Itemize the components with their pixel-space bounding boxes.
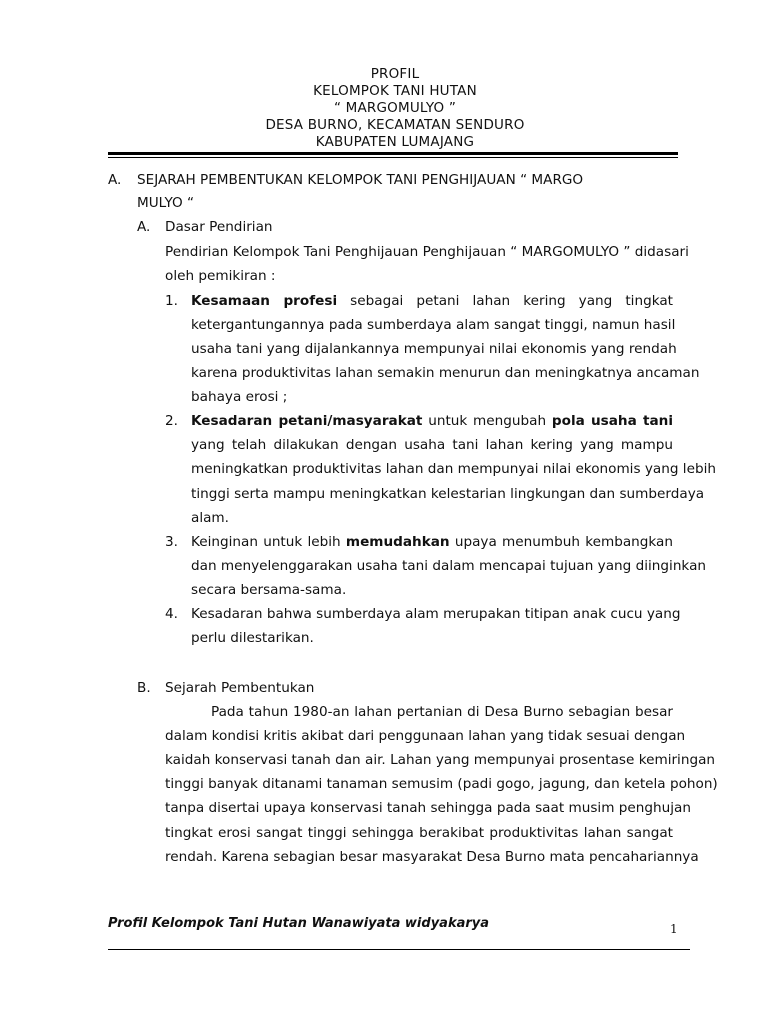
sub-b-line3: kaidah konservasi tanah dan air. Lahan yang mempunyai prosentase kemiringan <box>165 752 716 768</box>
item-1-line5: bahaya erosi ; <box>191 389 288 405</box>
sub-a-intro-line1: Pendirian Kelompok Tani Penghijauan Penghijauan “ MARGOMULYO ” didasari <box>165 244 689 260</box>
item-2-line1 <box>191 412 673 430</box>
item-2-line4: tinggi serta mampu meningkatkan kelestarian lingkungan dan sumberdaya <box>191 486 705 502</box>
sub-b-line5: tanpa disertai upaya konservasi tanah sehingga pada saat musim penghujan <box>165 800 691 816</box>
item-2-mid: untuk mengubah <box>422 413 552 429</box>
footer-text: Profil Kelompok Tani Hutan Wanawiyata widyakarya <box>108 916 490 931</box>
item-1-bold: Kesamaan profesi <box>191 293 338 309</box>
item-3-bold: memudahkan <box>345 534 450 550</box>
item-4-line1: Kesadaran bahwa sumberdaya alam merupakan titipan anak cucu yang <box>191 606 681 622</box>
item-2-bold2: pola usaha tani <box>551 413 673 429</box>
sub-a-intro-line2: oleh pemikiran : <box>165 268 276 284</box>
sub-b-line7: rendah. Karena sebagian besar masyarakat Desa Burno mata pencahariannya <box>165 849 699 865</box>
header-profil: PROFIL <box>370 66 420 82</box>
page-number: 1 <box>670 922 678 936</box>
item-2-line2: yang telah dilakukan dengan usaha tani lahan kering yang mampu <box>191 437 673 453</box>
item-2-line3: meningkatkan produktivitas lahan dan mempunyai nilai ekonomis yang lebih <box>191 461 716 477</box>
item-1-line3: usaha tani yang dijalankannya mempunyai nilai ekonomis yang rendah <box>191 341 677 357</box>
header-kabupaten: KABUPATEN LUMAJANG <box>315 134 475 150</box>
sub-b-title: Sejarah Pembentukan <box>165 680 315 696</box>
item-2-number: 2. <box>165 413 178 429</box>
item-3-line1 <box>191 533 673 551</box>
header-rule-thick <box>108 152 678 155</box>
item-1-number: 1. <box>165 293 178 309</box>
item-3-line2: dan menyelenggarakan usaha tani dalam mencapai tujuan yang diinginkan <box>191 558 707 574</box>
header-desa: DESA BURNO, KECAMATAN SENDURO <box>265 117 525 133</box>
footer-rule <box>108 949 690 950</box>
sub-b-line6: tingkat erosi sangat tinggi sehingga berakibat produktivitas lahan sangat <box>165 825 673 841</box>
sub-b-marker: B. <box>137 680 151 696</box>
header-margomulyo: “ MARGOMULYO ” <box>333 100 457 116</box>
item-2-bold1: Kesadaran petani/masyarakat <box>191 413 423 429</box>
section-a-marker: A. <box>108 172 122 188</box>
item-3-line3: secara bersama-sama. <box>191 582 347 598</box>
item-3-post: upaya menumbuh kembangkan <box>449 534 673 550</box>
sub-b-line4: tinggi banyak ditanami tanaman semusim (padi gogo, jagung, dan ketela pohon) <box>165 776 718 792</box>
section-a-title-line1: SEJARAH PEMBENTUKAN KELOMPOK TANI PENGHIJAUAN “ MARGO <box>137 172 584 188</box>
sub-b-line1: Pada tahun 1980-an lahan pertanian di Desa Burno sebagian besar <box>211 704 673 720</box>
sub-a-marker: A. <box>137 219 151 235</box>
item-1-line4: karena produktivitas lahan semakin menurun dan meningkatnya ancaman <box>191 365 700 381</box>
item-2-line5: alam. <box>191 510 230 526</box>
item-4-number: 4. <box>165 606 178 622</box>
item-1-line1 <box>191 292 673 310</box>
header-rule-thin <box>108 157 678 158</box>
item-1-line1-rest: sebagai petani lahan kering yang tingkat <box>337 293 674 309</box>
item-3-number: 3. <box>165 534 178 550</box>
header-kelompok: KELOMPOK TANI HUTAN <box>313 83 477 99</box>
item-1-line2: ketergantungannya pada sumberdaya alam sangat tinggi, namun hasil <box>191 317 676 333</box>
item-3-pre: Keinginan untuk lebih <box>191 534 346 550</box>
sub-a-title: Dasar Pendirian <box>165 219 273 235</box>
item-4-line2: perlu dilestarikan. <box>191 630 314 646</box>
sub-b-line2: dalam kondisi kritis akibat dari penggunaan lahan yang tidak sesuai dengan <box>165 728 686 744</box>
section-a-title-line2: MULYO “ <box>137 195 195 211</box>
